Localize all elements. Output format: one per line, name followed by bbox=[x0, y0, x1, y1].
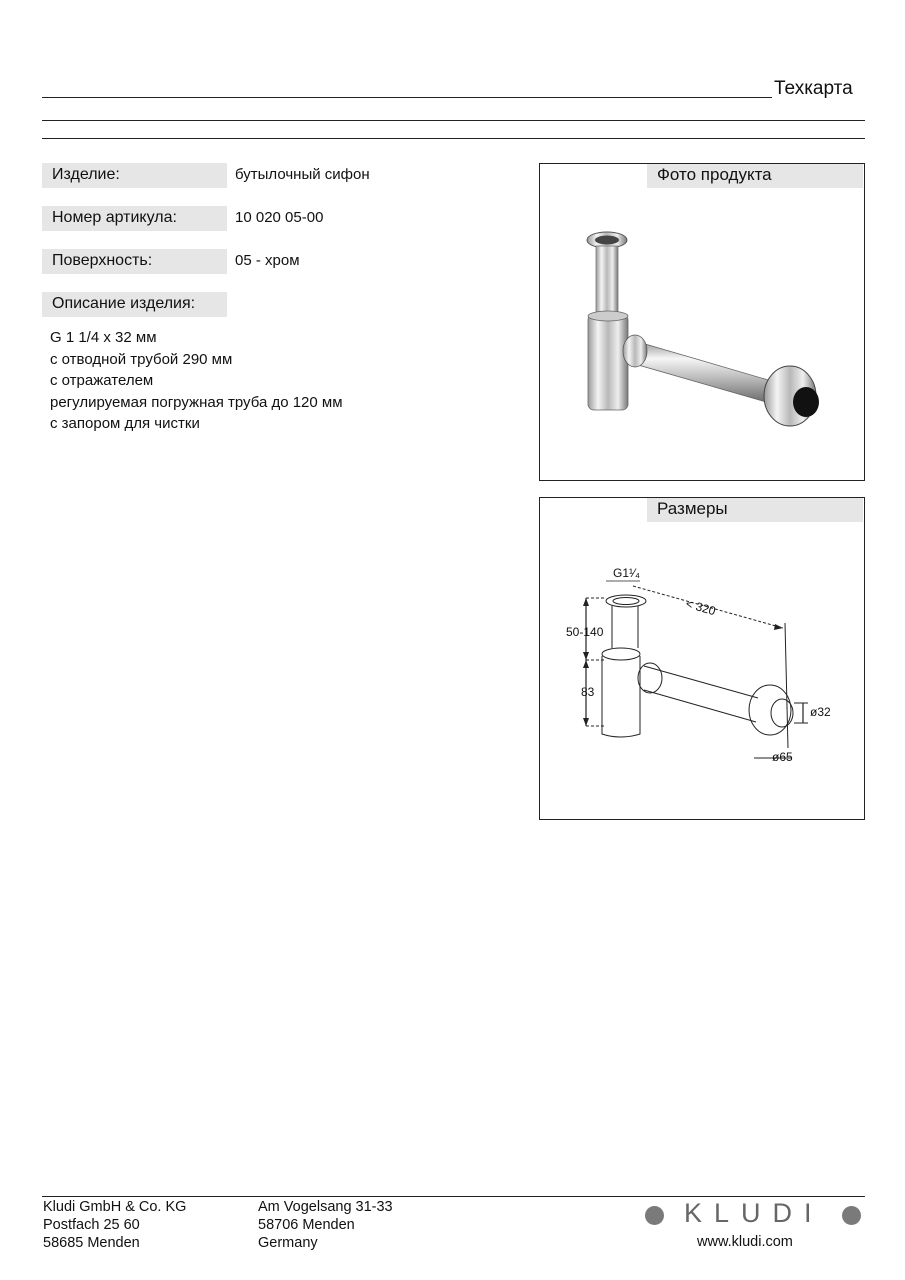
footer-line: Germany bbox=[258, 1235, 318, 1251]
footer-line: Am Vogelsang 31-33 bbox=[258, 1199, 393, 1215]
footer-rule bbox=[42, 1196, 865, 1197]
description-text bbox=[50, 327, 343, 435]
header-rule-3 bbox=[42, 138, 865, 139]
height-label: 83 bbox=[581, 685, 595, 699]
footer-line: 58685 Menden bbox=[43, 1235, 140, 1251]
description-line: с отводной трубой 290 мм bbox=[50, 350, 233, 368]
logo-dot-left bbox=[645, 1206, 664, 1225]
photo-panel-title: Фото продукта bbox=[647, 164, 863, 188]
article-value: 10 020 05-00 bbox=[235, 209, 324, 226]
article-label: Номер артикула: bbox=[42, 206, 227, 231]
header-rule-2 bbox=[42, 120, 865, 121]
product-value: бутылочный сифон bbox=[235, 166, 370, 183]
header-rule-1 bbox=[42, 97, 772, 98]
footer-line: 58706 Menden bbox=[258, 1217, 355, 1233]
product-label: Изделие: bbox=[42, 163, 227, 188]
kludi-logo bbox=[643, 1198, 865, 1232]
description-line: с запором для чистки bbox=[50, 415, 200, 432]
description-line: регулируемая погружная труба до 120 мм bbox=[50, 393, 343, 411]
description-line: с отражателем bbox=[50, 372, 154, 389]
dimension-drawing bbox=[540, 498, 863, 818]
product-photo bbox=[540, 164, 863, 479]
dimensions-panel bbox=[539, 497, 865, 820]
document-title: Техкарта bbox=[774, 78, 853, 99]
pipe-diameter-label: ø32 bbox=[810, 705, 831, 719]
surface-label: Поверхность: bbox=[42, 249, 227, 274]
thread-label: G1¹⁄₄ bbox=[613, 566, 640, 580]
rosette-diameter-label: ø65 bbox=[772, 750, 793, 764]
length-label: < 320 bbox=[684, 596, 718, 619]
surface-value: 05 - хром bbox=[235, 252, 300, 269]
website-link[interactable]: www.kludi.com bbox=[697, 1234, 793, 1250]
description-label: Описание изделия: bbox=[42, 292, 227, 317]
dimensions-panel-title: Размеры bbox=[647, 498, 863, 522]
height-range-label: 50-140 bbox=[566, 625, 604, 639]
footer-line: Kludi GmbH & Co. KG bbox=[43, 1199, 187, 1215]
description-line: G 1 1/4 x 32 мм bbox=[50, 329, 157, 346]
logo-text: KLUDI bbox=[684, 1198, 824, 1228]
photo-panel bbox=[539, 163, 865, 481]
logo-dot-right bbox=[842, 1206, 861, 1225]
footer-address bbox=[258, 1198, 393, 1252]
footer-line: Postfach 25 60 bbox=[43, 1217, 140, 1233]
footer-company bbox=[43, 1198, 186, 1252]
